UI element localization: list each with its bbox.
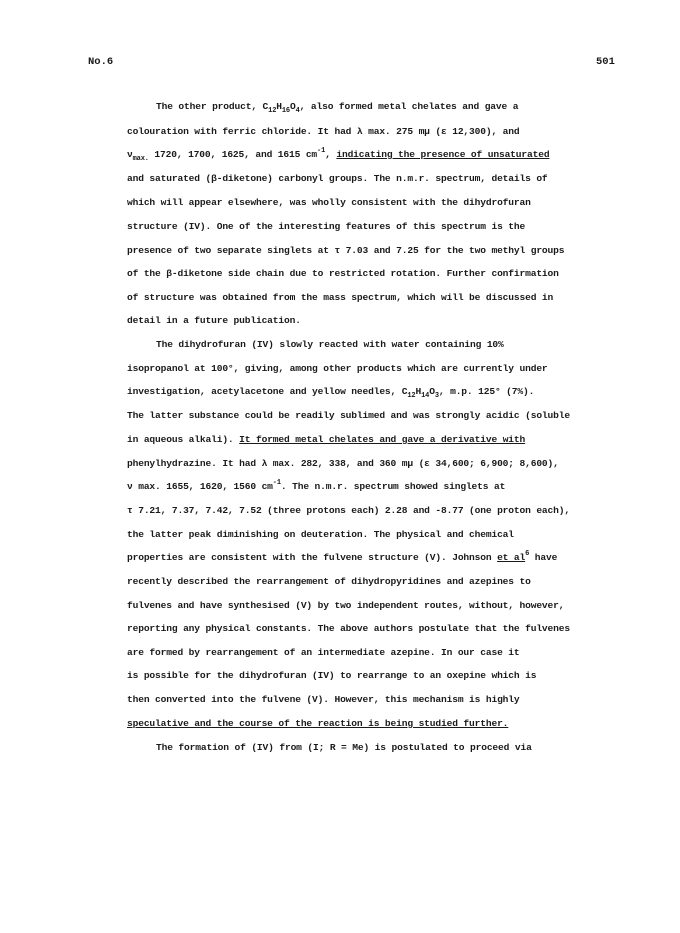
- text-line-18: τ 7.21, 7.37, 7.42, 7.52 (three protons each) 2.28 and -8.77 (one proton each),: [127, 505, 570, 516]
- text-line-25: is possible for the dihydrofuran (IV) to rearrange to an oxepine which is: [127, 670, 537, 681]
- journal-issue: No.6: [88, 56, 114, 68]
- text-line-28: The formation of (IV) from (I; R = Me) is postulated to proceed via: [156, 742, 532, 753]
- text-line-2: colouration with ferric chloride. It had λ max. 275 mμ (ε 12,300), and: [127, 126, 520, 137]
- text-line-23: reporting any physical constants. The above authors postulate that the fulvenes: [127, 623, 570, 634]
- text-line-26: then converted into the fulvene (V). However, this mechanism is highly: [127, 694, 520, 705]
- text-line-4: and saturated (β-diketone) carbonyl groups. The n.m.r. spectrum, details of: [127, 173, 548, 184]
- text-line-19: the latter peak diminishing on deuteration. The physical and chemical: [127, 529, 514, 540]
- text-line-13: investigation, acetylacetone and yellow needles, $C_{12}H_{14}O_3$, m.p. 125° (7%).: [127, 386, 535, 400]
- text-line-3: $\nu_{max.}$ 1720, 1700, 1625, and 1615 $cm^{-1}$, indicating the presence of unsaturated: [127, 147, 550, 163]
- text-line-16: phenylhydrazine. It had λ max. 282, 338, and 360 mμ (ε 34,600; 6,900; 8,600),: [127, 458, 559, 469]
- text-line-22: fulvenes and have synthesised (V) by two independent routes, without, however,: [127, 600, 565, 611]
- text-line-15: in aqueous alkali). It formed metal chelates and gave a derivative with: [127, 434, 526, 445]
- text-line-20: properties are consistent with the fulvene structure (V). Johnson et $al^6$ have: [127, 550, 558, 563]
- text-line-24: are formed by rearrangement of an intermediate azepine. In our case it: [127, 647, 520, 658]
- text-line-1: The other product, $C_{12}H_{16}O_4$, also formed metal chelates and gave a: [156, 101, 519, 115]
- text-line-21: recently described the rearrangement of dihydropyridines and azepines to: [127, 576, 531, 587]
- text-line-11: The dihydrofuran (IV) slowly reacted with water containing 10%: [156, 339, 504, 350]
- text-line-5: which will appear elsewhere, was wholly consistent with the dihydrofuran: [127, 197, 531, 208]
- text-line-7: presence of two separate singlets at τ 7.03 and 7.25 for the two methyl groups: [127, 245, 565, 256]
- text-line-10: detail in a future publication.: [127, 315, 301, 326]
- text-line-12: isopropanol at 100°, giving, among other products which are currently under: [127, 363, 548, 374]
- text-line-8: of the β-diketone side chain due to restricted rotation. Further confirmation: [127, 268, 559, 279]
- text-line-14: The latter substance could be readily sublimed and was strongly acidic (soluble: [127, 410, 570, 421]
- text-line-9: of structure was obtained from the mass spectrum, which will be discussed in: [127, 292, 554, 303]
- page-number: 501: [596, 56, 615, 68]
- text-line-6: structure (IV). One of the interesting features of this spectrum is the: [127, 221, 526, 232]
- text-line-27: speculative and the course of the reaction is being studied further.: [127, 718, 509, 729]
- text-line-17: ν max. 1655, 1620, 1560 $cm^{-1}$. The n.m.r. spectrum showed singlets at: [127, 479, 506, 492]
